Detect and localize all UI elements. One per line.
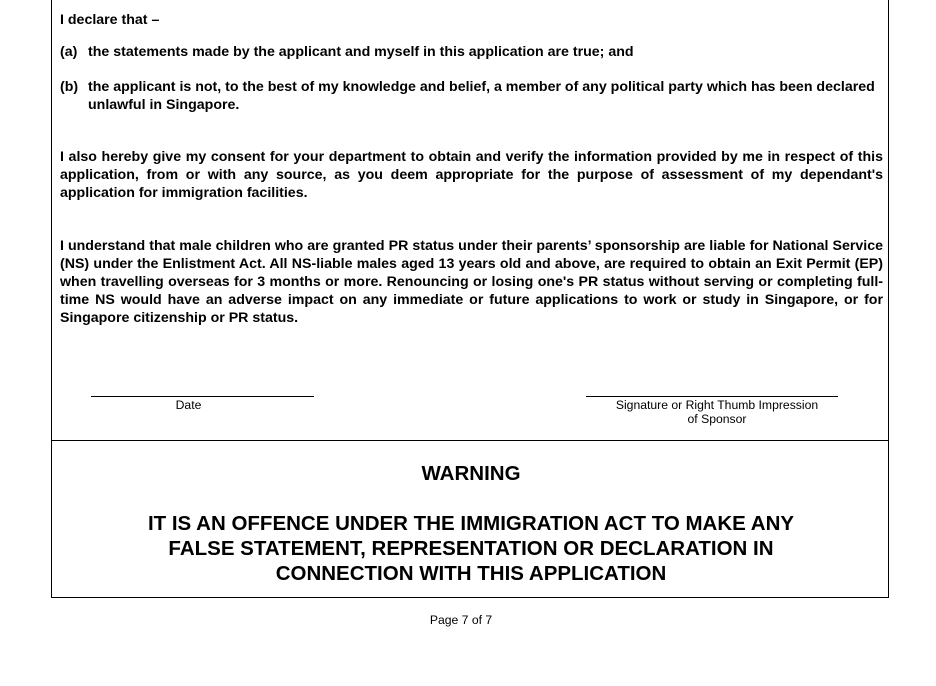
warning-line-2: FALSE STATEMENT, REPRESENTATION OR DECLARATION IN bbox=[168, 537, 774, 560]
item-a-label: (a) bbox=[60, 44, 78, 60]
warning-line-3: CONNECTION WITH THIS APPLICATION bbox=[275, 562, 667, 585]
section-divider bbox=[52, 440, 888, 441]
item-a-text: the statements made by the applicant and myself in this application are true; and bbox=[88, 44, 634, 60]
item-b-text: the applicant is not, to the best of my knowledge and belief, a member of any political party which has been declared unlawful in Singapore. bbox=[88, 79, 875, 113]
date-label: Date bbox=[175, 398, 202, 412]
ns-notice-paragraph: I understand that male children who are granted PR status under their parents’ sponsorship are liable for National Service (NS) under the Enlistment Act. All NS-liable males aged 13 years old and above, are required to obtain an Exit Permit (EP) when travelling overseas for 3 months or more. Renouncing or losing one's PR status without serving or completing full-time NS would have an adverse impact on any immediate or future applications to work or study in Singapore, or for Singapore citizenship or PR status. bbox=[60, 238, 883, 326]
consent-paragraph: I also hereby give my consent for your department to obtain and verify the information provided by me in respect of this application, from or with any source, as you deem appropriate for the purpose of assessment of my dependant's application for immigration facilities. bbox=[60, 149, 883, 201]
warning-title: WARNING bbox=[421, 462, 521, 485]
warning-text bbox=[52, 511, 890, 586]
declaration-intro: I declare that – bbox=[60, 12, 160, 28]
signature-line bbox=[586, 396, 838, 397]
signature-label-line2: of Sponsor bbox=[687, 412, 747, 426]
page-number: Page 7 of 7 bbox=[429, 613, 493, 627]
warning-line-1: IT IS AN OFFENCE UNDER THE IMMIGRATION ACT TO MAKE ANY bbox=[147, 512, 795, 535]
date-line bbox=[91, 396, 314, 397]
item-b-label: (b) bbox=[60, 79, 79, 95]
signature-label-line1: Signature or Right Thumb Impression bbox=[615, 398, 819, 412]
signature-label bbox=[586, 398, 848, 426]
